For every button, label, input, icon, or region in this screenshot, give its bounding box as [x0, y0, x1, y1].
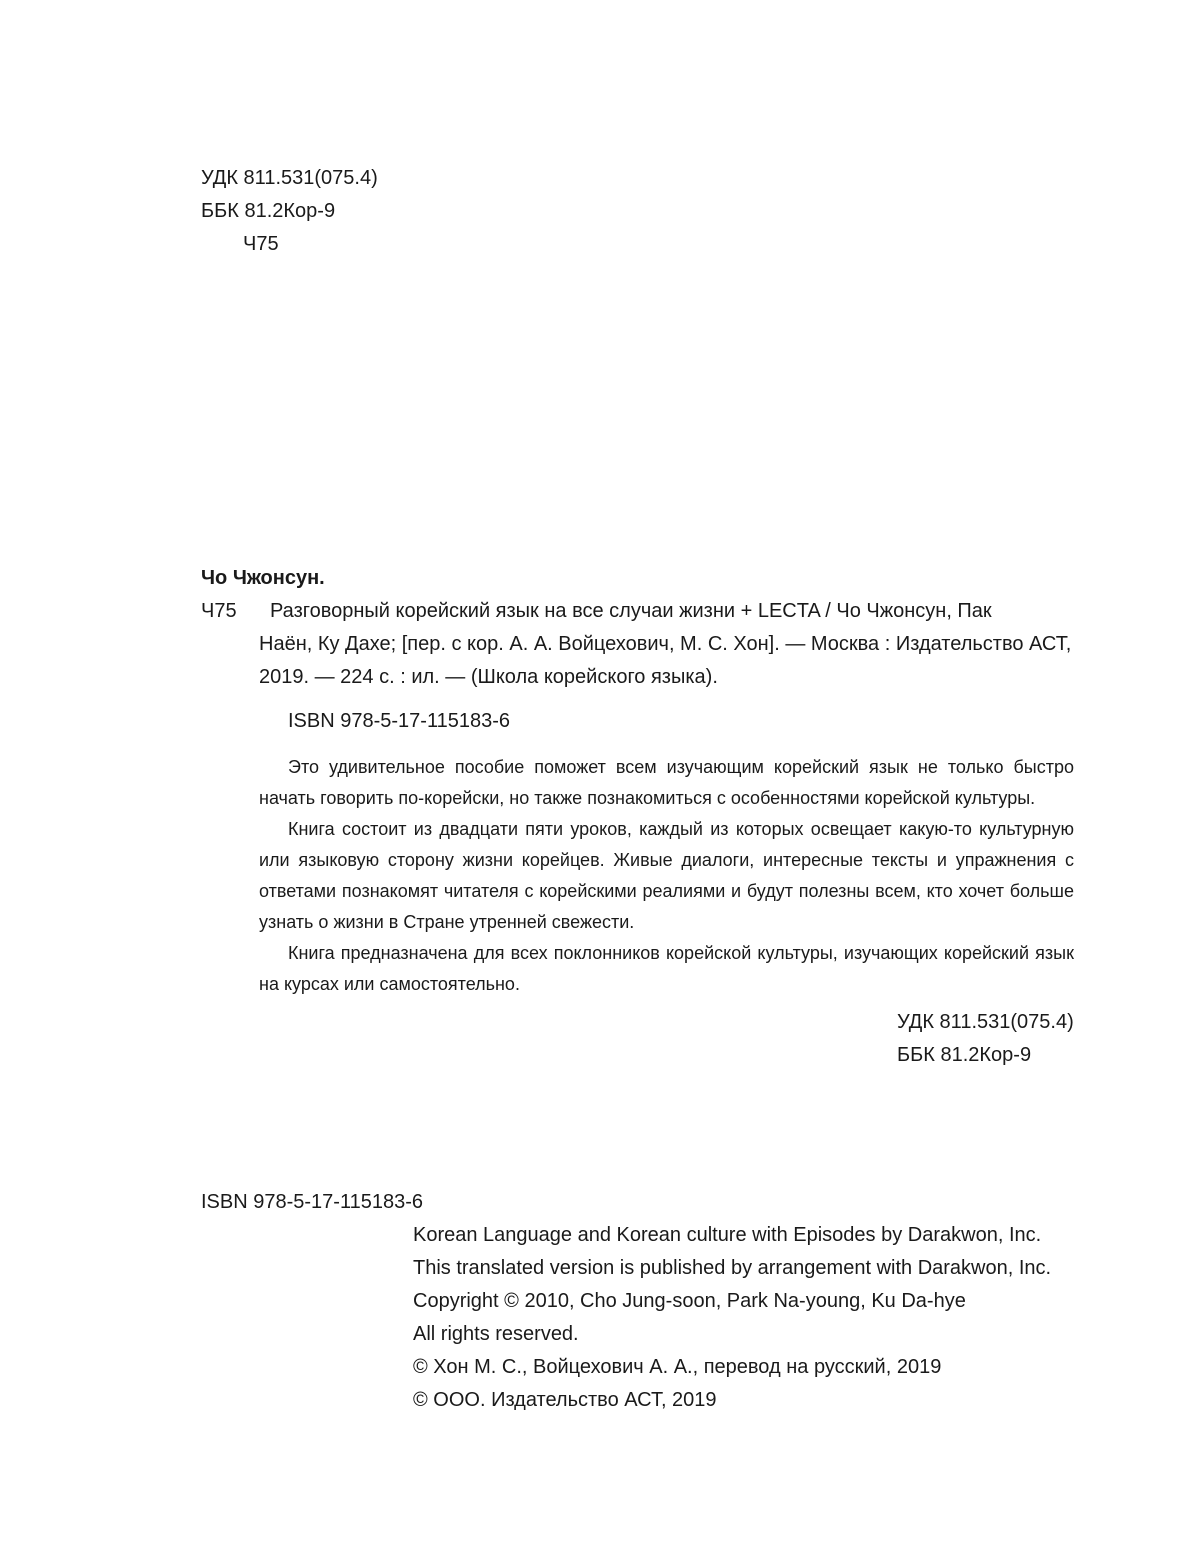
- copyright-line: This translated version is published by arrangement with Darakwon, Inc.: [413, 1257, 1052, 1279]
- annotation-paragraph: Книга состоит из двадцати пяти уроков, каждый из которых освещает какую-то культурную или языковую сторону жизни корейцев. Живые диалоги, интересные тексты и упражнения с ответами познакомят читателя с корейскими реалиями и будут полезны всем, кто хочет больше узнать о жизни в Стране утренней свежести.: [259, 819, 1074, 932]
- card-classification: [897, 1006, 1074, 1072]
- card-author: Чо Чжонсун.: [201, 567, 325, 589]
- copyright-line: © ООО. Издательство АСТ, 2019: [413, 1389, 717, 1411]
- card-author-mark: Ч75: [201, 600, 237, 622]
- card-description-line: Наён, Ку Дахе; [пер. с кор. А. А. Войцехович, М. С. Хон]. — Москва : Издательство АСТ,: [259, 633, 1072, 655]
- annotation-paragraph: Книга предназначена для всех поклонников корейской культуры, изучающих корейский язык на курсах или самостоятельно.: [259, 943, 1074, 994]
- copyright-line: All rights reserved.: [413, 1323, 579, 1345]
- card-bbk: ББК 81.2Кор-9: [897, 1044, 1032, 1066]
- copyright-line: Korean Language and Korean culture with Episodes by Darakwon, Inc.: [413, 1224, 1042, 1246]
- top-author-mark: Ч75: [243, 233, 279, 255]
- card-description: [259, 595, 1074, 694]
- copyright-block: [413, 1219, 1051, 1417]
- card-description-line: 2019. — 224 с. : ил. — (Школа корейского языка).: [259, 666, 718, 688]
- annotation-paragraph: Это удивительное пособие поможет всем изучающим корейский язык не только быстро начать говорить по-корейски, но также познакомиться с особенностями корейской культуры.: [259, 757, 1074, 808]
- annotation: [259, 752, 1074, 1000]
- card-description-line: Разговорный корейский язык на все случаи жизни + LECTA / Чо Чжонсун, Пак: [270, 600, 992, 622]
- bottom-isbn: ISBN 978-5-17-115183-6: [201, 1191, 423, 1213]
- card-udk: УДК 811.531(075.4): [897, 1011, 1074, 1033]
- top-udk: УДК 811.531(075.4): [201, 167, 378, 189]
- copyright-line: Copyright © 2010, Cho Jung-soon, Park Na-young, Ku Da-hye: [413, 1290, 966, 1312]
- top-bbk: ББК 81.2Кор-9: [201, 200, 336, 222]
- card-isbn: ISBN 978-5-17-115183-6: [288, 710, 510, 732]
- top-classification: [201, 162, 378, 261]
- copyright-line: © Хон М. С., Войцехович А. А., перевод на русский, 2019: [413, 1356, 942, 1378]
